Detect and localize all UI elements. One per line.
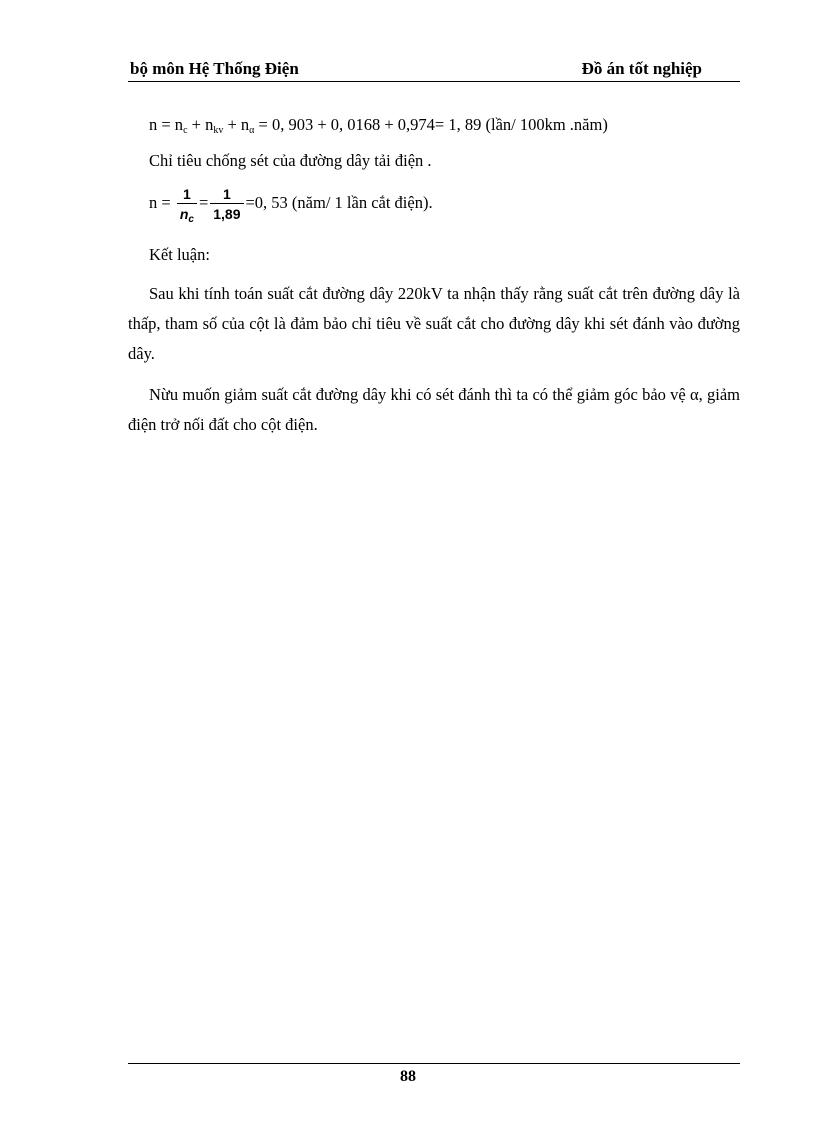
formula2-prefix: n = xyxy=(149,192,175,212)
formula-protection-years xyxy=(149,186,433,225)
page-header xyxy=(128,57,740,82)
conclusion-paragraph-2: Nừu muốn giảm suất cắt đường dây khi có sét đánh thì ta có thể giảm góc bảo vệ α, giảm điện trở nối đất cho cột điện. xyxy=(128,385,740,434)
formula1-sub-alpha: α xyxy=(249,125,255,136)
fraction1-numerator: 1 xyxy=(177,186,197,204)
fraction-one-over-nc xyxy=(177,186,197,225)
fraction2-denominator: 1,89 xyxy=(213,206,241,222)
line-lightning-protection-index: Chỉ tiêu chống sét của đường dây tải điện . xyxy=(149,151,432,170)
fraction1-denominator xyxy=(177,204,197,225)
header-department: bộ môn Hệ Thống Điện xyxy=(130,59,299,78)
formula2-equals: = xyxy=(198,192,209,212)
formula1-part-b: + n xyxy=(187,115,214,134)
formula1-part-d: = 0, 903 + 0, 0168 + 0,974= 1, 89 (lần/ 100km .năm) xyxy=(254,115,608,134)
formula2-suffix: =0, 53 (năm/ 1 lần cắt điện). xyxy=(245,192,433,212)
fraction2-numerator: 1 xyxy=(210,186,243,204)
fraction1-denominator-sub: c xyxy=(188,214,194,225)
formula1-sub-c: c xyxy=(183,125,188,136)
formula1-part-c: + n xyxy=(223,115,250,134)
fraction1-denominator-base: n xyxy=(179,206,189,222)
conclusion-heading: Kết luận: xyxy=(149,245,210,264)
footer-divider xyxy=(128,1063,740,1064)
header-document-type: Đồ án tốt nghiệp xyxy=(581,59,702,78)
fraction-one-over-189 xyxy=(210,186,243,222)
formula1-part-a: n = n xyxy=(149,115,184,134)
formula-lightning-outage-rate xyxy=(149,115,608,135)
page-number: 88 xyxy=(400,1068,416,1085)
conclusion-paragraph-1: Sau khi tính toán suất cắt đường dây 220kV ta nhận thấy rằng suất cắt trên đường dây là thấp, tham số của cột là đảm bảo chỉ tiêu về suất cắt cho đường dây khi sét đánh vào đường dây. xyxy=(128,284,740,363)
formula1-sub-kv: kv xyxy=(213,125,224,136)
